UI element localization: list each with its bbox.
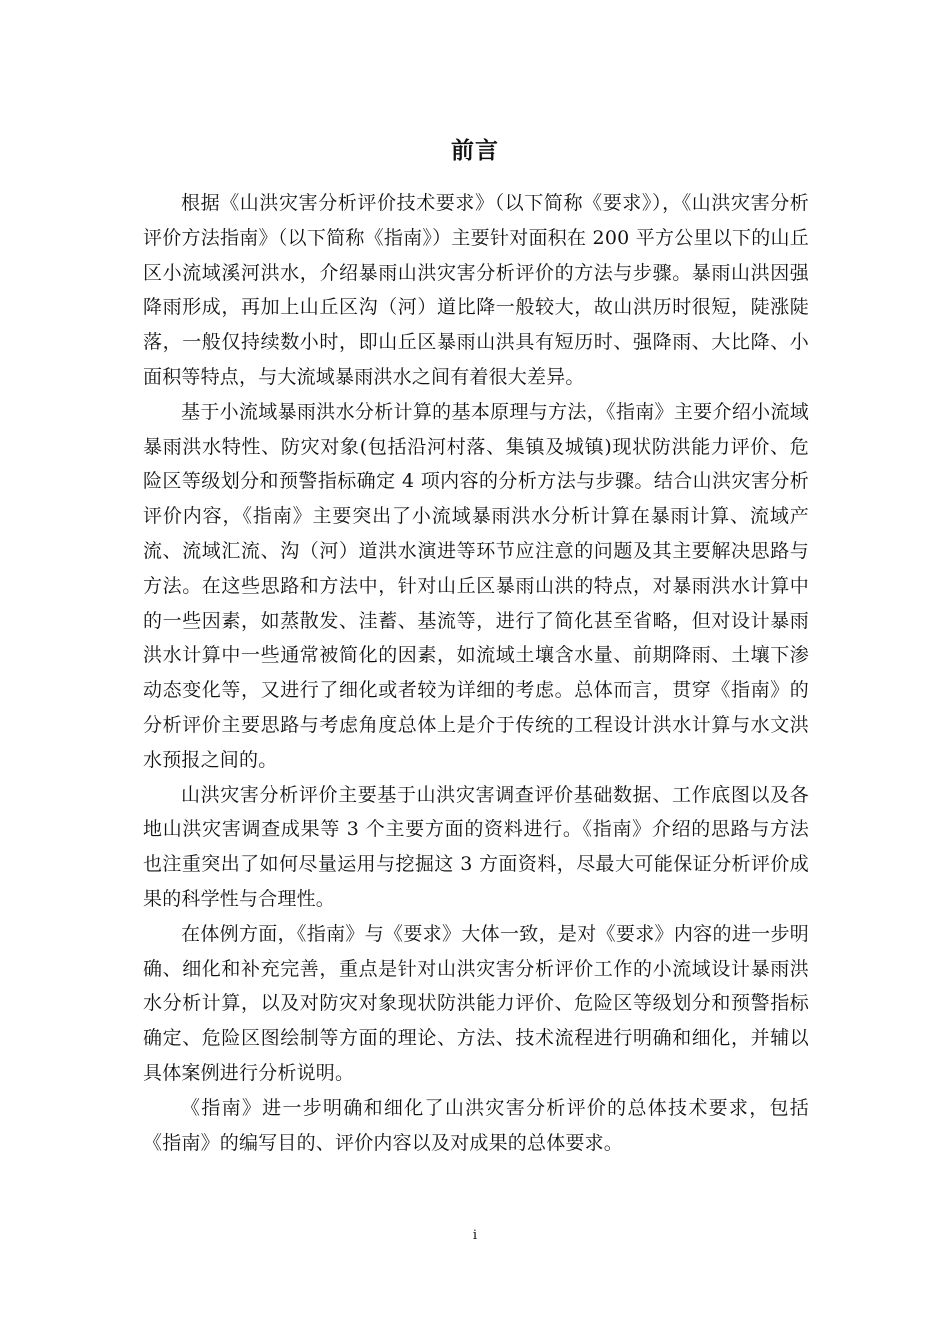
paragraph-4: 在体例方面，《指南》与《要求》大体一致，是对《要求》内容的进一步明确、细化和补充完善，重点是针对山洪灾害分析评价工作的小流域设计暴雨洪水分析计算，以及对防灾对象现状防洪能力评价、危险区等级划分和预警指标确定、危险区图绘制等方面的理论、方法、技术流程进行明确和细化，并辅以具体案例进行分析说明。	[143, 922, 809, 1084]
paragraph-1: 根据《山洪灾害分析评价技术要求》（以下简称《要求》），《山洪灾害分析评价方法指南》（以下简称《指南》）主要针对面积在 200 平方公里以下的山丘区小流域溪河洪水，介绍暴雨山洪灾害分析评价的方法与步骤。暴雨山洪因强降雨形成，再加上山丘区沟（河）道比降一般较大，故山洪历时很短，陡涨陡落，一般仅持续数小时，即山丘区暴雨山洪具有短历时、强降雨、大比降、小面积等特点，与大流域暴雨洪水之间有着很大差异。	[143, 192, 809, 388]
page-number: i	[472, 1228, 478, 1243]
paragraph-2: 基于小流域暴雨洪水分析计算的基本原理与方法，《指南》主要介绍小流域暴雨洪水特性、防灾对象(包括沿河村落、集镇及城镇)现状防洪能力评价、危险区等级划分和预警指标确定 4 项内容的分析方法与步骤。结合山洪灾害分析评价内容，《指南》主要突出了小流域暴雨洪水分析计算在暴雨计算、流域产流、流域汇流、沟（河）道洪水演进等环节应注意的问题及其主要解决思路与方法。在这些思路和方法中，针对山丘区暴雨山洪的特点，对暴雨洪水计算中的一些因素，如蒸散发、洼蓄、基流等，进行了简化甚至省略，但对设计暴雨洪水计算中一些通常被简化的因素，如流域土壤含水量、前期降雨、土壤下渗动态变化等，又进行了细化或者较为详细的考虑。总体而言，贯穿《指南》的分析评价主要思路与考虑角度总体上是介于传统的工程设计洪水计算与水文洪水预报之间的。	[143, 400, 809, 771]
page-title: 前言	[451, 138, 499, 164]
paragraph-3: 山洪灾害分析评价主要基于山洪灾害调查评价基础数据、工作底图以及各地山洪灾害调查成果等 3 个主要方面的资料进行。《指南》介绍的思路与方法也注重突出了如何尽量运用与挖掘这 3 方面资料，尽最大可能保证分析评价成果的科学性与合理性。	[143, 783, 809, 910]
preface-body	[143, 186, 809, 1160]
paragraph-5: 《指南》进一步明确和细化了山洪灾害分析评价的总体技术要求，包括《指南》的编写目的、评价内容以及对成果的总体要求。	[143, 1096, 809, 1154]
